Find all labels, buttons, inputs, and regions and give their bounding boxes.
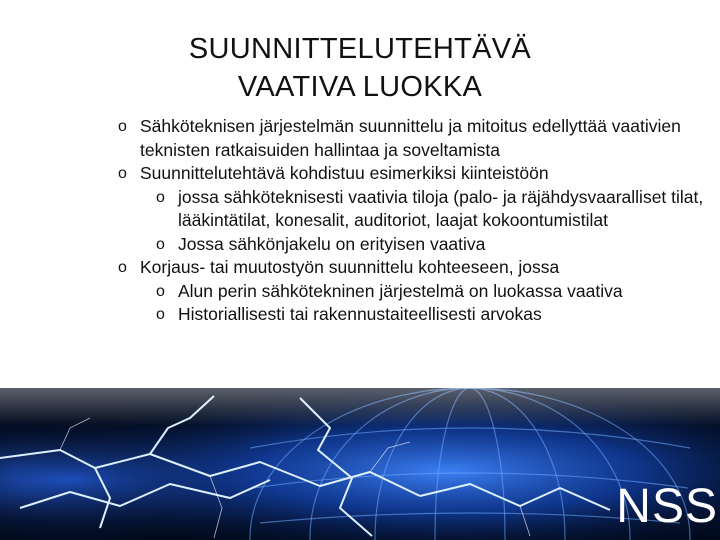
- bullet-marker: o: [118, 118, 127, 135]
- bullet-text: Jossa sähkönjakelu on erityisen vaativa: [178, 233, 486, 254]
- bullet-marker: o: [156, 188, 165, 206]
- sub-bullet-item: [118, 233, 708, 257]
- bullet-marker: o: [156, 235, 165, 253]
- bullet-text: jossa sähköteknisesti vaativia tiloja (palo- ja räjähdysvaaralliset tilat, lääkintätilat, konesalit, auditoriot, laajat kokoontumistilat: [178, 186, 704, 230]
- bullet-text: Alun perin sähkötekninen järjestelmä on luokassa vaativa: [178, 280, 623, 301]
- bullet-item: [118, 256, 708, 280]
- bullet-text: Sähköteknisen järjestelmän suunnittelu ja mitoitus edellyttää vaativien teknisten ratkaisuiden hallintaa ja soveltamista: [140, 116, 681, 160]
- bullet-marker: o: [156, 282, 165, 300]
- bullet-text: Historiallisesti tai rakennustaiteellisesti arvokas: [178, 304, 542, 324]
- bullet-item: [118, 115, 708, 162]
- sub-bullet-item: [118, 280, 708, 304]
- bullet-marker: o: [118, 165, 127, 182]
- bullet-marker: o: [156, 306, 165, 323]
- sub-bullet-item: [118, 303, 708, 327]
- lightning-globe-image: [0, 388, 720, 540]
- slide-title: [0, 30, 720, 106]
- bullet-list: [118, 115, 708, 327]
- bullet-text: Korjaus- tai muutostyön suunnittelu kohteeseen, jossa: [140, 257, 560, 277]
- title-line-1: SUUNNITTELUTEHTÄVÄ: [188, 33, 532, 65]
- lightning-banner: [0, 388, 720, 540]
- nss-logo: NSS: [616, 480, 718, 533]
- banner-top-fade: [0, 388, 720, 540]
- sub-bullet-item: [118, 186, 708, 233]
- bullet-marker: o: [118, 259, 127, 276]
- bullet-item: [118, 162, 708, 186]
- bullet-text: Suunnittelutehtävä kohdistuu esimerkiksi kiinteistöön: [140, 163, 549, 183]
- title-line-2: VAATIVA LUOKKA: [237, 71, 483, 103]
